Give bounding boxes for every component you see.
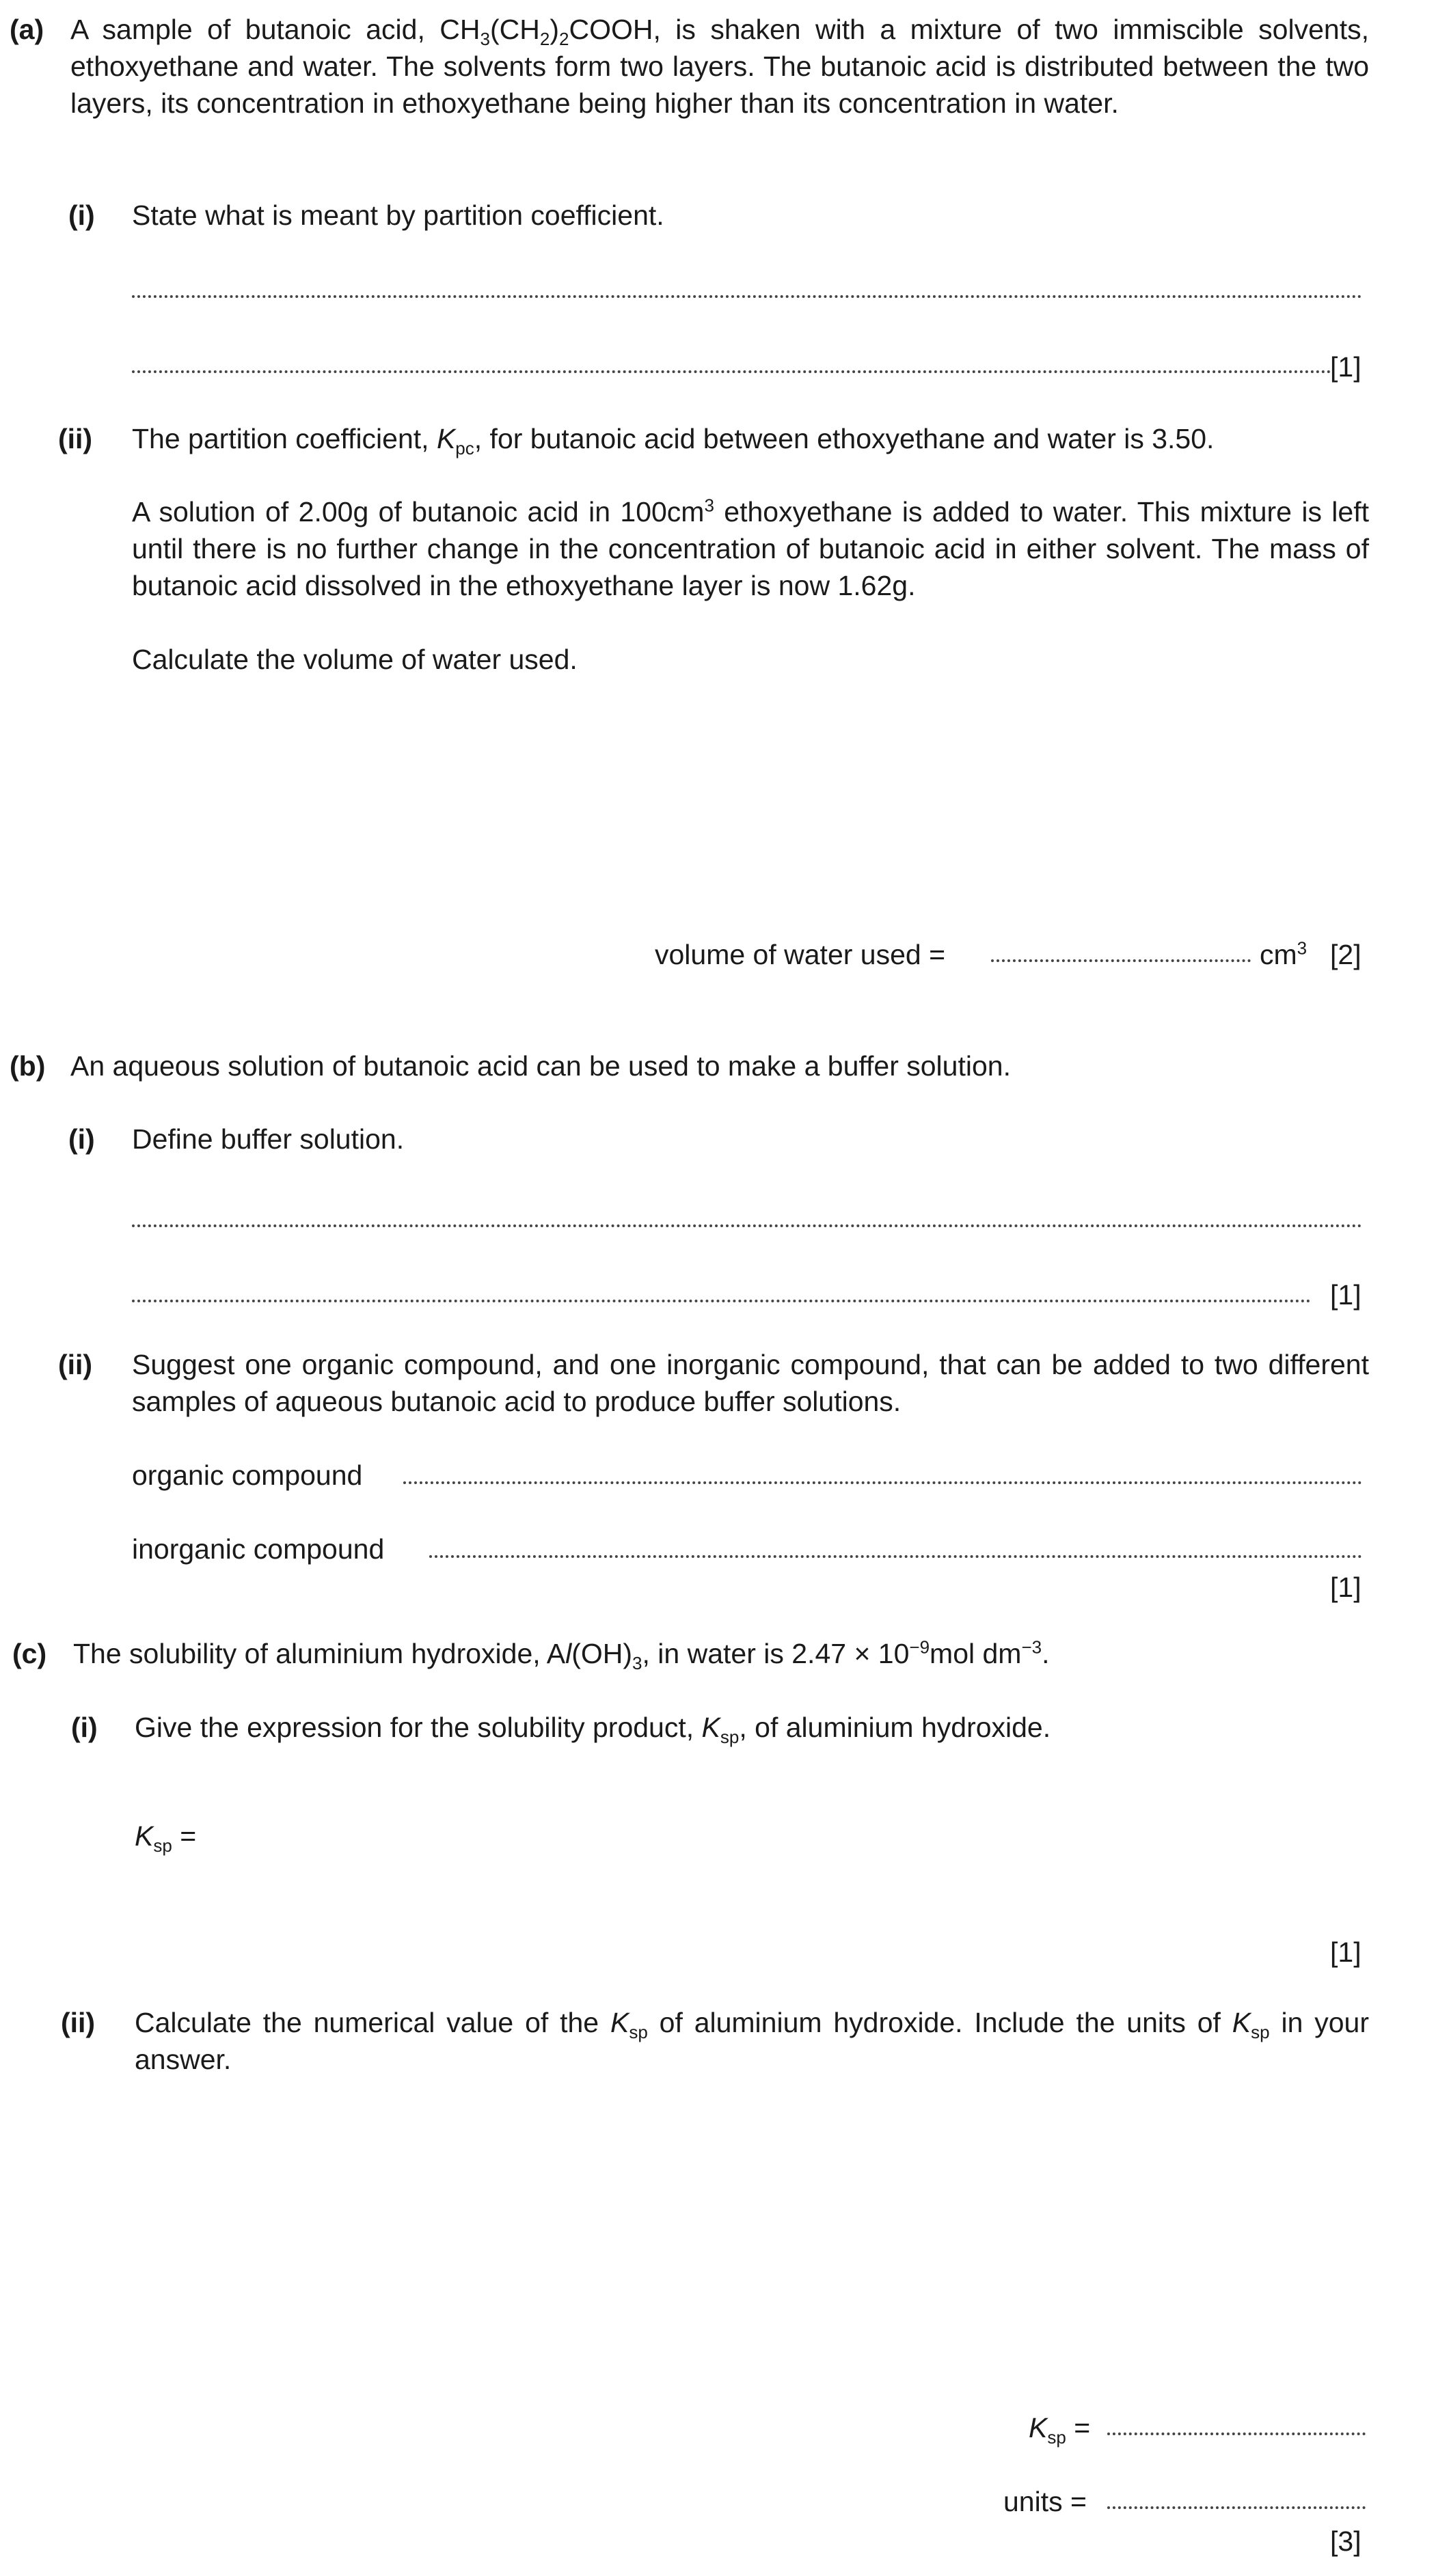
organic-compound-label: organic compound [132,1460,363,1491]
part-a-i-question: State what is meant by partition coefficient. [132,200,664,231]
units-answer-label: units = [1003,2486,1087,2517]
part-a-i-answer-line-1[interactable] [132,295,1362,298]
volume-answer-label: volume of water used = [655,939,946,970]
inorganic-compound-label: inorganic compound [132,1533,385,1565]
part-b-i-mark: [1] [1330,1279,1362,1311]
organic-compound-field[interactable] [403,1481,1362,1484]
part-a-ii-context: A solution of 2.00g of butanoic acid in $100cm^3$ ethoxyethane is added to water. This mixture is left until there is no further change in the concentration of butanoic acid in either solvent. The mass of butanoic acid dissolved in the ethoxyethane layer is now 1.62g. [132,495,1369,601]
part-c-ii-question: Calculate the numerical value of the $K_{sp}$ of aluminium hydroxide. Include the units of $K_{sp}$ in your answer. [135,2007,1369,2075]
inorganic-compound-field[interactable] [429,1555,1362,1558]
part-a-intro: A sample of butanoic acid, $CH_3(CH_2)_2COOH$, is shaken with a mixture of two immiscible solvents, ethoxyethane and water. The solvents form two layers. The butanoic acid is distributed between the two layers, its concentration in ethoxyethane being higher than its concentration in water. [70,14,1369,119]
ksp-expression-label: $K_{sp}$ = [135,1820,197,1856]
part-c-i-question: Give the expression for the solubility product, $K_{sp}$, of aluminium hydroxide. [135,1712,1051,1748]
part-c-label: (c) [12,1638,47,1669]
part-b-i-answer-line-1[interactable] [132,1224,1362,1227]
part-b-ii-mark: [1] [1330,1572,1362,1603]
part-b-ii-label: (ii) [58,1349,93,1380]
part-b-ii-question: Suggest one organic compound, and one inorganic compound, that can be added to two different samples of aqueous butanoic acid to produce buffer solutions. [132,1349,1369,1417]
part-b-label: (b) [10,1050,46,1082]
volume-answer-field[interactable] [991,959,1251,962]
part-a-i-mark: [1] [1330,351,1362,383]
part-b-i-question: Define buffer solution. [132,1123,405,1155]
ksp-answer-field[interactable] [1107,2433,1366,2435]
part-c-i-mark: [1] [1330,1936,1362,1968]
part-a-label: (a) [10,14,44,45]
part-a-ii-instruction: Calculate the volume of water used. [132,644,578,675]
part-c-intro: The solubility of aluminium hydroxide, $Al(OH)_3$, in water is $2.47 \times 10^{-9}mol$ $dm^{-3}$. [73,1636,1050,1674]
part-b-i-label: (i) [68,1123,95,1155]
volume-answer-unit: $cm^3$ [1260,937,1308,970]
part-a-ii-mark: [2] [1330,939,1362,970]
ksp-answer-label: $K_{sp}$ = [1029,2412,1091,2448]
part-b-i-answer-line-2[interactable] [132,1300,1311,1302]
part-a-i-label: (i) [68,200,95,231]
part-b-intro: An aqueous solution of butanoic acid can be used to make a buffer solution. [70,1050,1011,1082]
part-a-ii-label: (ii) [58,423,93,454]
part-c-ii-label: (ii) [61,2007,96,2038]
part-a-i-answer-line-2[interactable] [132,370,1331,373]
part-a-ii-question: The partition coefficient, $K_{pc}$, for butanoic acid between ethoxyethane and water is 3.50. [132,423,1215,459]
part-c-i-label: (i) [71,1712,98,1743]
part-c-ii-mark: [3] [1330,2525,1362,2557]
units-answer-field[interactable] [1107,2506,1366,2509]
